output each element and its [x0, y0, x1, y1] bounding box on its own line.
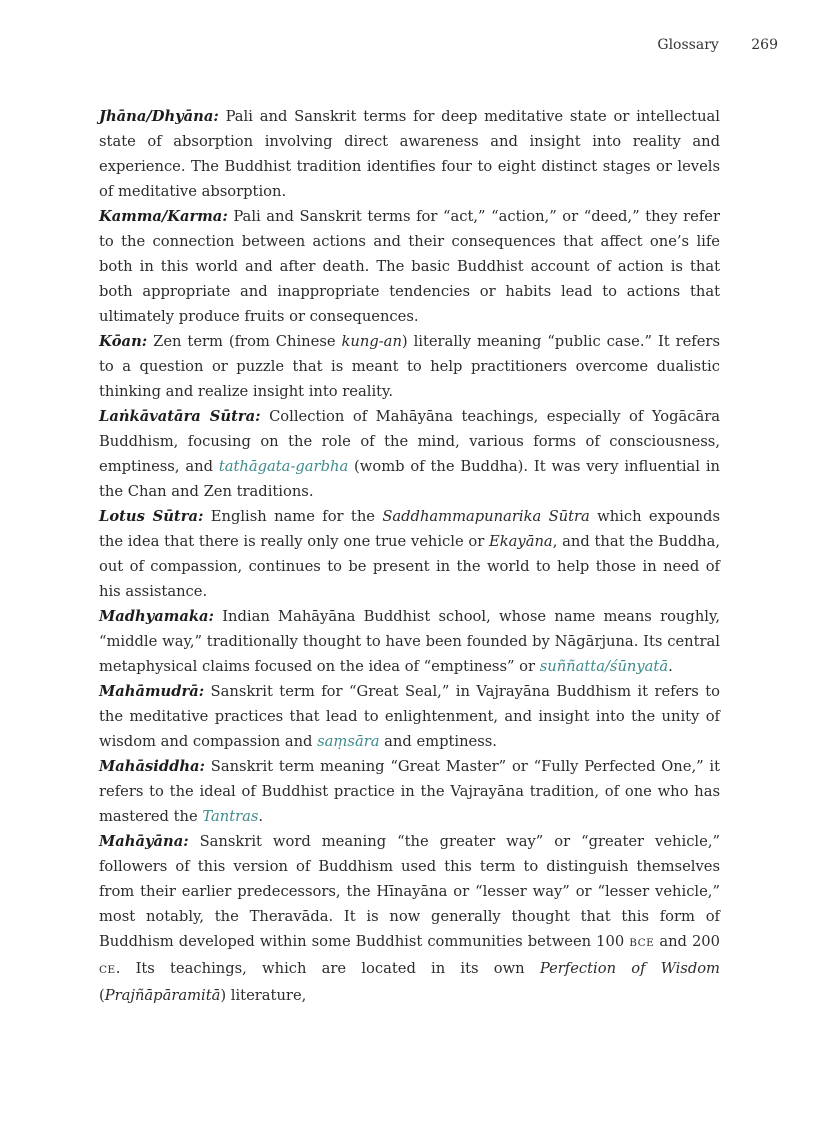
definition-text: Ekayāna: [489, 533, 553, 550]
definition-text: .: [258, 808, 264, 825]
glossary-entry: [99, 679, 720, 754]
definition-text: Zen term (from Chinese: [147, 333, 342, 350]
glossary-term: Laṅkāvatāra Sūtra:: [99, 408, 261, 425]
glossary-term: Mahāyāna:: [99, 833, 189, 850]
definition-text: ) literally meaning “public case.” It refers to a question or puzzle that is meant to help practitioners overcome dualistic thinking and realize insight into reality.: [99, 333, 720, 400]
glossary-term: Madhyamaka:: [99, 608, 214, 625]
definition-text: which expounds the idea that there is really only one true vehicle or: [99, 508, 720, 550]
cross-reference-link[interactable]: suññatta/śūnyatā: [539, 658, 669, 675]
definition-text: ) literature,: [220, 987, 307, 1004]
definition-text: and 200: [654, 933, 720, 950]
section-title: Glossary: [657, 37, 719, 53]
glossary-entry: [99, 404, 720, 504]
definition-text: Pali and Sanskrit terms for deep meditative state or intellectual state of absorption involving direct awareness and insight into reality and experience. The Buddhist tradition identifies four to eight distinct stages or levels of meditative absorption.: [99, 108, 720, 200]
definition-text: and emptiness.: [379, 733, 497, 750]
definition-text: kung-an: [341, 333, 402, 350]
definition-text: (: [99, 987, 105, 1004]
cross-reference-link[interactable]: Tantras: [202, 808, 259, 825]
definition-text: Collection of Mahāyāna teachings, especially of Yogācāra Buddhism, focusing on the role of the mind, various forms of consciousness, emptiness, and: [99, 408, 720, 475]
glossary-term: Kamma/Karma:: [99, 208, 228, 225]
definition-text: Pali and Sanskrit terms for “act,” “action,” or “deed,” they refer to the connection between actions and their consequences that affect one’s life both in this world and after death. The basic Buddhist account of action is that both appropriate and inappropriate tendencies or habits lead to actions that ultimately produce fruits or consequences.: [99, 208, 720, 325]
glossary-term: Kōan:: [99, 333, 148, 350]
glossary-entry: [99, 104, 720, 204]
glossary-term: Mahāsiddha:: [99, 758, 205, 775]
glossary-entry: [99, 754, 720, 829]
definition-text: CE: [99, 964, 116, 976]
cross-reference-link[interactable]: saṃsāra: [317, 733, 380, 750]
definition-text: .: [668, 658, 673, 675]
definition-text: Indian Mahāyāna Buddhist school, whose name means roughly, “middle way,” traditionally thought to have been founded by Nāgārjuna. Its central metaphysical claims focused on the idea of “emptiness” or: [99, 608, 720, 675]
glossary-term: Mahāmudrā:: [99, 683, 205, 700]
glossary-entry: [99, 604, 720, 679]
definition-text: English name for the: [203, 508, 383, 525]
glossary-body: [99, 104, 720, 1008]
glossary-term: Lotus Sūtra:: [99, 508, 204, 525]
glossary-term: Jhāna/Dhyāna:: [99, 108, 219, 125]
glossary-entry: [99, 329, 720, 404]
glossary-entry: [99, 829, 720, 1008]
glossary-entry: [99, 204, 720, 329]
running-header: [657, 37, 778, 53]
definition-text: Sanskrit word meaning “the greater way” or “greater vehicle,” followers of this version of Buddhism used this term to distinguish themselves from their earlier predecessors, the Hīnayāna or “lesser way” or “lesser vehicle,” most notably, the Theravāda. It is now generally thought that this form of Buddhism developed within some Buddhist communities between 100: [99, 833, 720, 950]
definition-text: (womb of the Buddha). It was very influential in the Chan and Zen traditions.: [99, 458, 720, 500]
cross-reference-link[interactable]: tathāgata-garbha: [218, 458, 349, 475]
definition-text: BCE: [629, 937, 655, 949]
definition-text: Perfection of Wisdom: [539, 960, 720, 977]
definition-text: Prajñāpāramitā: [104, 987, 221, 1004]
page-number: 269: [751, 37, 778, 53]
definition-text: Sanskrit term meaning “Great Master” or “Fully Perfected One,” it refers to the ideal of Buddhist practice in the Vajrayāna tradition, of one who has mastered the: [99, 758, 720, 825]
definition-text: , and that the Buddha, out of compassion, continues to be present in the world to help those in need of his assistance.: [99, 533, 720, 600]
definition-text: . Its teachings, which are located in its own: [115, 960, 540, 977]
definition-text: Saddhammapunarika Sūtra: [382, 508, 590, 525]
definition-text: Sanskrit term for “Great Seal,” in Vajrayāna Buddhism it refers to the meditative practices that lead to enlightenment, and insight into the unity of wisdom and compassion and: [99, 683, 720, 750]
glossary-entry: [99, 504, 720, 604]
